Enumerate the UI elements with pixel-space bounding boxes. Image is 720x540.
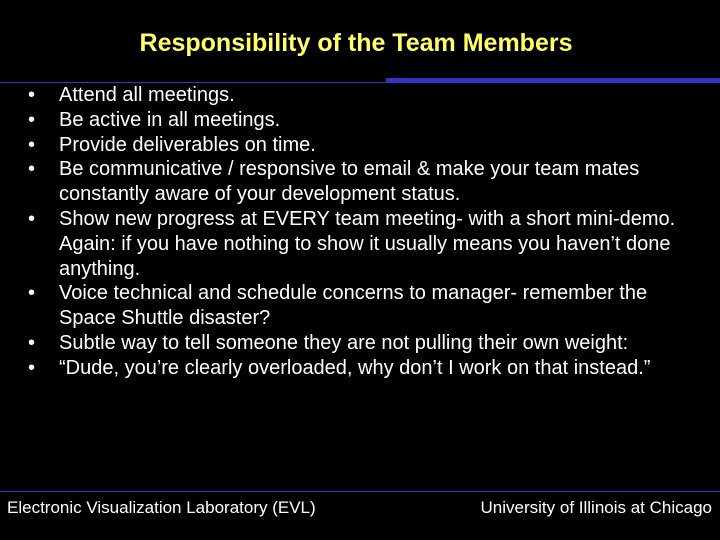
bullet-item	[28, 157, 708, 207]
bullet-text: Attend all meetings.	[59, 84, 235, 106]
bullet-text: “Dude, you’re clearly overloaded, why don’t I work on that instead.”	[59, 356, 651, 379]
bullet-dot: •	[28, 282, 36, 305]
bullet-text: Show new progress at EVERY team meeting- with a short mini-demo. Again: if you have nothing to show it usually means you haven’t done anything.	[59, 207, 676, 280]
bullet-item	[28, 83, 708, 108]
slide-title: Responsibility of the Team Members	[139, 29, 573, 57]
footer-university-name: University of Illinois at Chicago	[480, 498, 712, 517]
bullet-item	[28, 281, 708, 331]
bullet-text: Be active in all meetings.	[59, 108, 281, 131]
bullet-dot: •	[28, 84, 36, 106]
bullet-item	[28, 331, 708, 356]
bullet-text: Subtle way to tell someone they are not pulling their own weight:	[59, 331, 629, 354]
footer-lab-name: Electronic Visualization Laboratory (EVL)	[7, 498, 316, 517]
bullet-text: Provide deliverables on time.	[59, 133, 316, 156]
footer-divider	[0, 491, 720, 492]
bullet-text: Be communicative / responsive to email & make your team mates constantly aware of your development status.	[59, 158, 640, 206]
bullet-list	[28, 83, 708, 381]
bullet-item	[28, 207, 708, 281]
bullet-dot: •	[28, 356, 36, 379]
bullet-dot: •	[28, 158, 36, 181]
bullet-dot: •	[28, 207, 36, 230]
bullet-dot: •	[28, 133, 36, 156]
bullet-item	[28, 133, 708, 158]
bullet-item	[28, 356, 708, 381]
bullet-text: Voice technical and schedule concerns to manager- remember the Space Shuttle disaster?	[59, 282, 648, 330]
bullet-dot: •	[28, 331, 36, 354]
bullet-item	[28, 108, 708, 133]
bullet-dot: •	[28, 108, 36, 131]
